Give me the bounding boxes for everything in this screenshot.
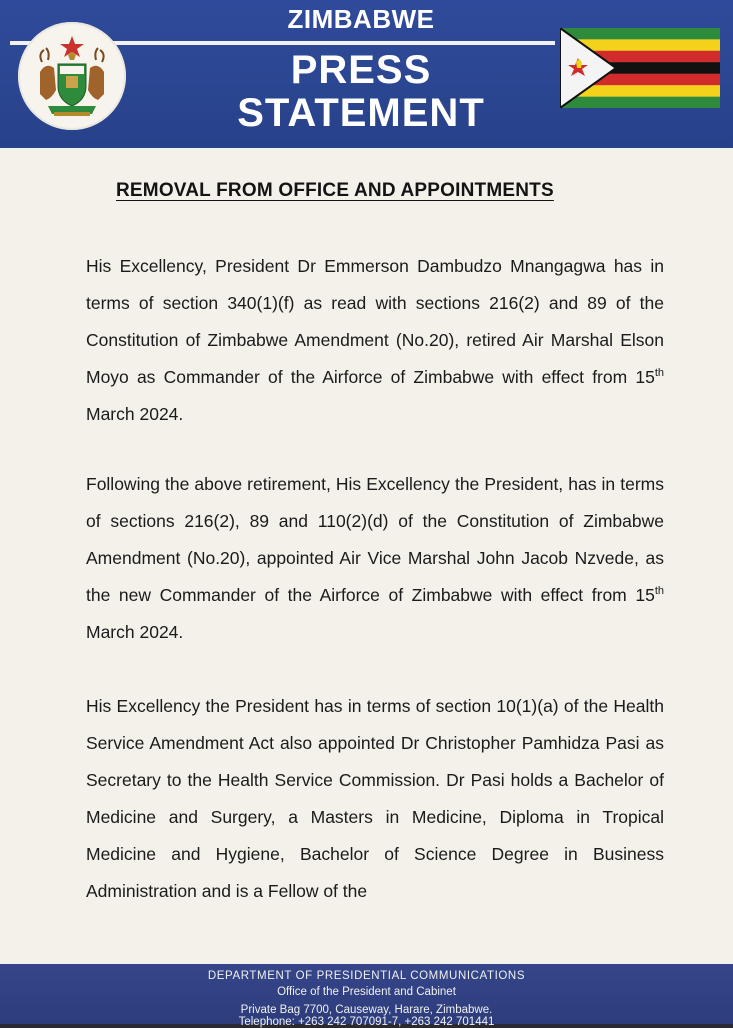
footer-telephone: Telephone: +263 242 707091-7, +263 242 701441	[238, 1016, 495, 1028]
ordinal-suffix: th	[654, 585, 664, 598]
coat-of-arms-icon	[18, 22, 126, 130]
paragraph-appointment-text: Following the above retirement, His Excellency the President, has in terms of sections 216(2), 89 and 110(2)(d) of the Constitution of Zimbabwe Amendment (No.20), appointed Air Vice Marshal John Jacob Nzvede, as the new Commander of the Airforce of Zimbabwe with effect from 15	[86, 474, 664, 605]
zimbabwe-flag-icon	[560, 28, 720, 108]
header-band	[0, 0, 733, 148]
header-press: PRESS	[290, 48, 432, 92]
statement-title: REMOVAL FROM OFFICE AND APPOINTMENTS	[116, 180, 554, 201]
footer-band	[0, 964, 733, 1028]
paragraph-retirement	[86, 248, 664, 433]
coat-of-arms-emblem	[18, 22, 126, 130]
paragraph-appointment-commander	[86, 466, 664, 651]
footer-department: DEPARTMENT OF PRESIDENTIAL COMMUNICATIONS	[207, 970, 526, 982]
paragraph-health-secretary: His Excellency the President has in terms of section 10(1)(a) of the Health Service Amendment Act also appointed Dr Christopher Pamhidza Pasi as Secretary to the Health Service Commission. Dr Pasi holds a Bachelor of Medicine and Surgery, a Masters in Medicine, Diploma in Tropical Medicine and Hygiene, Bachelor of Science Degree in Business Administration and is a Fellow of the	[86, 696, 664, 901]
paragraph-retirement-text: His Excellency, President Dr Emmerson Dambudzo Mnangagwa has in terms of section 340(1)(f) as read with sections 216(2) and 89 of the Constitution of Zimbabwe Amendment (No.20), retired Air Marshal Elson Moyo as Commander of the Airforce of Zimbabwe with effect from 15	[86, 256, 664, 387]
paragraph-retirement-date: March 2024.	[86, 404, 184, 424]
header-country: ZIMBABWE	[287, 4, 435, 34]
footer-office: Office of the President and Cabinet	[277, 986, 456, 998]
ordinal-suffix: th	[654, 367, 664, 380]
header-statement: STATEMENT	[237, 91, 485, 135]
paragraph-appointment-date: March 2024.	[86, 622, 184, 642]
footer-address: Private Bag 7700, Causeway, Harare, Zimbabwe.	[240, 1004, 493, 1016]
